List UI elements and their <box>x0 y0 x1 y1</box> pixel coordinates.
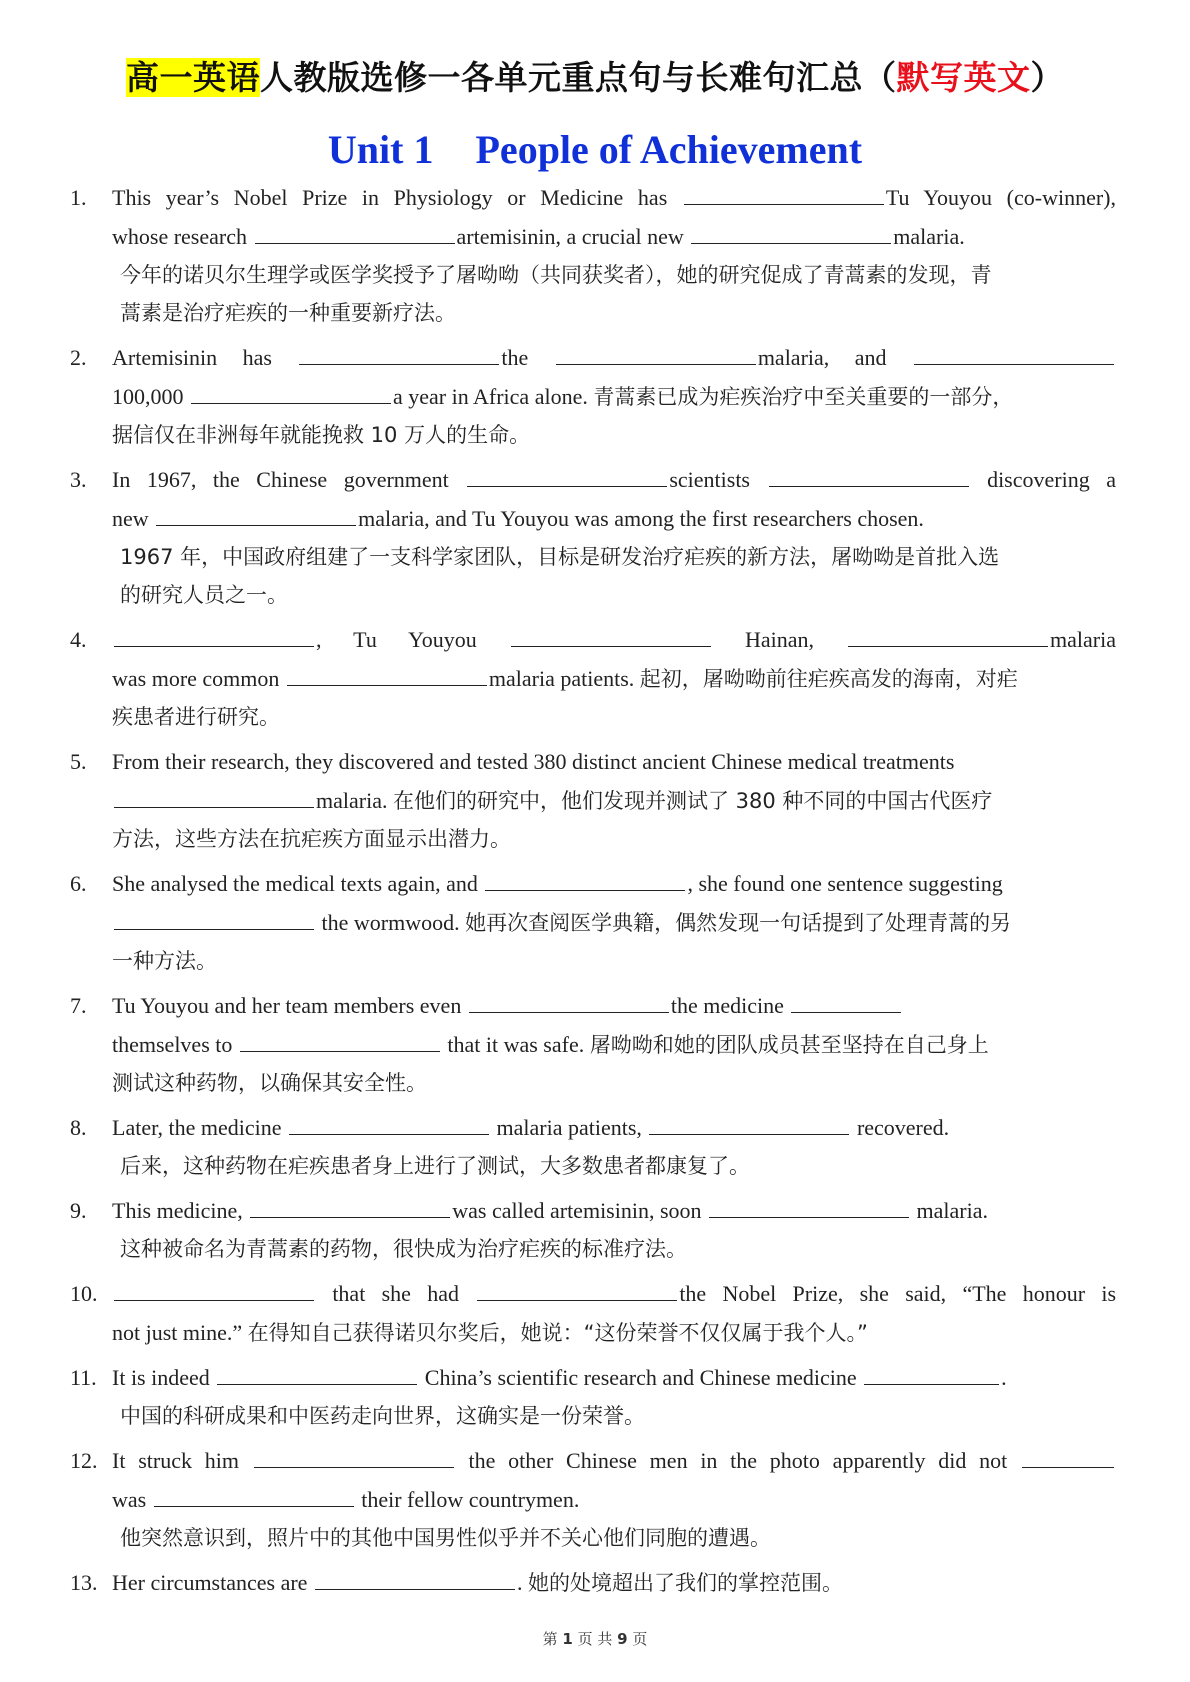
sentence-item-9 <box>0 1191 1190 1268</box>
chinese-translation: 这种被命名为青蒿素的药物，很快成为治疗疟疾的标准疗法。 <box>120 1237 687 1261</box>
text-segment: that it was safe. <box>447 1032 585 1057</box>
chinese-translation: 起初，屠呦呦前往疟疾高发的海南，对疟 <box>639 667 1018 691</box>
fill-blank[interactable] <box>114 1278 314 1301</box>
text-segment: “The honour is <box>962 1281 1117 1306</box>
chinese-translation: 方法，这些方法在抗疟疾方面显示出潜力。 <box>112 827 511 851</box>
chinese-translation: 在得知自己获得诺贝尔奖后，她说：“这份荣誉不仅仅属于我个人。” <box>247 1321 868 1345</box>
fill-blank[interactable] <box>156 503 356 526</box>
item-number: 3. <box>70 467 87 492</box>
fill-blank[interactable] <box>511 624 711 647</box>
text-segment: Artemisinin has <box>112 345 272 370</box>
text-segment: Tu Youyou and her team members even <box>112 993 462 1018</box>
chinese-translation: 她的处境超出了我们的掌控范围。 <box>527 1571 843 1595</box>
sentence-item-8 <box>0 1108 1190 1185</box>
item-number: 10. <box>70 1281 98 1306</box>
fill-blank[interactable] <box>848 624 1048 647</box>
sentence-item-4 <box>0 620 1190 736</box>
chinese-translation: 一种方法。 <box>112 949 217 973</box>
fill-blank[interactable] <box>289 1112 489 1135</box>
item-number: 9. <box>70 1198 87 1223</box>
sentence-item-12 <box>0 1441 1190 1557</box>
text-segment: not just mine.” <box>112 1320 243 1345</box>
chinese-translation: 据信仅在非洲每年就能挽救 10 万人的生命。 <box>112 423 531 447</box>
item-number: 11. <box>70 1365 97 1390</box>
fill-blank[interactable] <box>114 785 314 808</box>
text-segment: malaria. <box>916 1198 988 1223</box>
sentence-item-7 <box>0 986 1190 1102</box>
page-footer <box>0 1628 1190 1649</box>
item-number: 6. <box>70 871 87 896</box>
title-highlight: 高一英语 <box>126 58 260 97</box>
text-segment: , she found one sentence suggesting <box>687 871 1003 896</box>
fill-blank[interactable] <box>191 381 391 404</box>
fill-blank[interactable] <box>114 624 314 647</box>
chinese-translation: 屠呦呦和她的团队成员甚至坚持在自己身上 <box>589 1033 989 1057</box>
chinese-translation: 蒿素是治疗疟疾的一种重要新疗法。 <box>120 301 456 325</box>
text-segment: Her circumstances are <box>112 1570 308 1595</box>
chinese-translation: 今年的诺贝尔生理学或医学奖授予了屠呦呦（共同获奖者），她的研究促成了青蒿素的发现，青 <box>120 263 992 287</box>
fill-blank[interactable] <box>154 1484 354 1507</box>
chinese-translation: 测试这种药物，以确保其安全性。 <box>112 1071 427 1095</box>
fill-blank[interactable] <box>254 1445 454 1468</box>
fill-blank[interactable] <box>477 1278 677 1301</box>
text-segment: malaria. <box>893 224 965 249</box>
footer-text: 页 <box>632 1630 648 1648</box>
text-segment: whose research <box>112 224 247 249</box>
text-segment: Hainan, <box>744 627 814 652</box>
text-segment: malaria, and <box>757 345 887 370</box>
sentence-item-10 <box>0 1274 1190 1352</box>
text-segment: malaria <box>1050 627 1117 652</box>
text-segment: themselves to <box>112 1032 233 1057</box>
item-number: 5. <box>70 749 87 774</box>
text-segment: malaria patients. <box>488 666 635 691</box>
fill-blank[interactable] <box>709 1195 909 1218</box>
footer-text: 页 共 <box>577 1630 613 1648</box>
fill-blank[interactable] <box>469 990 669 1013</box>
text-segment: the medicine <box>670 993 784 1018</box>
title-red: 默写英文 <box>896 58 1031 97</box>
item-number: 1. <box>70 185 87 210</box>
item-number: 13. <box>70 1570 98 1595</box>
text-segment: the other Chinese men in the photo apparently did not <box>468 1448 1008 1473</box>
fill-blank[interactable] <box>287 663 487 686</box>
text-segment: the <box>501 345 529 370</box>
fill-blank[interactable] <box>255 221 455 244</box>
text-segment: 100,000 <box>112 384 184 409</box>
chinese-translation: 中国的科研成果和中医药走向世界，这确实是一份荣誉。 <box>120 1404 645 1428</box>
fill-blank[interactable] <box>769 464 969 487</box>
unit-heading <box>0 126 1190 173</box>
fill-blank[interactable] <box>684 182 884 205</box>
fill-blank[interactable] <box>864 1362 999 1385</box>
text-segment: recovered. <box>856 1115 950 1140</box>
fill-blank[interactable] <box>467 464 667 487</box>
unit-name: People of Achievement <box>475 127 863 172</box>
item-number: 7. <box>70 993 87 1018</box>
text-segment: the Nobel Prize, she said, <box>679 1281 947 1306</box>
fill-blank[interactable] <box>1022 1445 1114 1468</box>
chinese-translation: 她再次查阅医学典籍，偶然发现一句话提到了处理青蒿的另 <box>465 911 1012 935</box>
unit-label: Unit 1 <box>327 127 434 172</box>
fill-blank[interactable] <box>914 342 1114 365</box>
sentence-item-5 <box>0 742 1190 858</box>
total-page-number: 9 <box>617 1630 628 1648</box>
chinese-translation: 疾患者进行研究。 <box>112 705 280 729</box>
text-segment: new <box>112 506 149 531</box>
text-segment: Tu Youyou (co-winner), <box>885 185 1117 210</box>
chinese-translation: 在他们的研究中，他们发现并测试了 380 种不同的中国古代医疗 <box>392 789 993 813</box>
text-segment: This year’s Nobel Prize in Physiology or Medicine has <box>112 185 668 210</box>
text-segment: , Tu Youyou <box>316 627 477 652</box>
fill-blank[interactable] <box>691 221 891 244</box>
fill-blank[interactable] <box>649 1112 849 1135</box>
fill-blank[interactable] <box>791 990 901 1013</box>
chinese-translation: 的研究人员之一。 <box>120 583 288 607</box>
fill-blank[interactable] <box>240 1029 440 1052</box>
item-number: 8. <box>70 1115 87 1140</box>
text-segment: scientists <box>669 467 750 492</box>
chinese-translation: 青蒿素已成为疟疾治疗中至关重要的一部分， <box>593 385 1014 409</box>
text-segment: that she had <box>332 1281 459 1306</box>
item-number: 4. <box>70 627 87 652</box>
sentence-item-2 <box>0 338 1190 454</box>
item-number: 12. <box>70 1448 98 1473</box>
sentence-item-13 <box>0 1563 1190 1602</box>
title-main: 人教版选修一各单元重点句与长难句汇总（ <box>260 58 897 97</box>
text-segment: discovering a <box>987 467 1116 492</box>
text-segment: malaria, and Tu Youyou was among the first researchers chosen. <box>358 506 924 531</box>
chinese-translation: 1967 年，中国政府组建了一支科学家团队，目标是研发治疗疟疾的新方法，屠呦呦是首批入选 <box>120 545 1000 569</box>
text-segment: China’s scientific research and Chinese medicine <box>424 1365 857 1390</box>
sentence-item-3 <box>0 460 1190 614</box>
chinese-translation: 后来，这种药物在疟疾患者身上进行了测试，大多数患者都康复了。 <box>120 1154 750 1178</box>
text-segment: . <box>516 1570 523 1595</box>
text-segment: It is indeed <box>112 1365 210 1390</box>
text-segment: It struck him <box>112 1448 239 1473</box>
text-segment: a year in Africa alone. <box>393 384 588 409</box>
title-end: ） <box>1030 58 1064 97</box>
fill-blank[interactable] <box>114 907 314 930</box>
sentence-item-1 <box>0 178 1190 332</box>
text-segment: malaria patients, <box>496 1115 642 1140</box>
text-segment: the wormwood. <box>321 910 460 935</box>
text-segment: This medicine, <box>112 1198 243 1223</box>
sentence-list <box>0 178 1190 1608</box>
page-title <box>0 52 1190 99</box>
fill-blank[interactable] <box>485 868 685 891</box>
text-segment: . <box>1001 1365 1007 1390</box>
text-segment: was <box>112 1487 147 1512</box>
text-segment: artemisinin, a crucial new <box>456 224 684 249</box>
text-segment: malaria. <box>316 788 388 813</box>
chinese-translation: 他突然意识到，照片中的其他中国男性似乎并不关心他们同胞的遭遇。 <box>120 1526 771 1550</box>
fill-blank[interactable] <box>299 342 499 365</box>
sentence-item-6 <box>0 864 1190 980</box>
text-segment: their fellow countrymen. <box>361 1487 580 1512</box>
fill-blank[interactable] <box>250 1195 450 1218</box>
text-segment: was called artemisinin, soon <box>452 1198 702 1223</box>
text-segment: In 1967, the Chinese government <box>112 467 449 492</box>
fill-blank[interactable] <box>315 1567 515 1590</box>
text-segment: She analysed the medical texts again, and <box>112 871 478 896</box>
item-number: 2. <box>70 345 87 370</box>
footer-text: 第 <box>542 1630 558 1648</box>
fill-blank[interactable] <box>217 1362 417 1385</box>
current-page-number: 1 <box>562 1630 573 1648</box>
fill-blank[interactable] <box>556 342 756 365</box>
text-segment: From their research, they discovered and tested 380 distinct ancient Chinese medical treatments <box>112 749 955 774</box>
sentence-item-11 <box>0 1358 1190 1435</box>
text-segment: was more common <box>112 666 280 691</box>
text-segment: Later, the medicine <box>112 1115 282 1140</box>
